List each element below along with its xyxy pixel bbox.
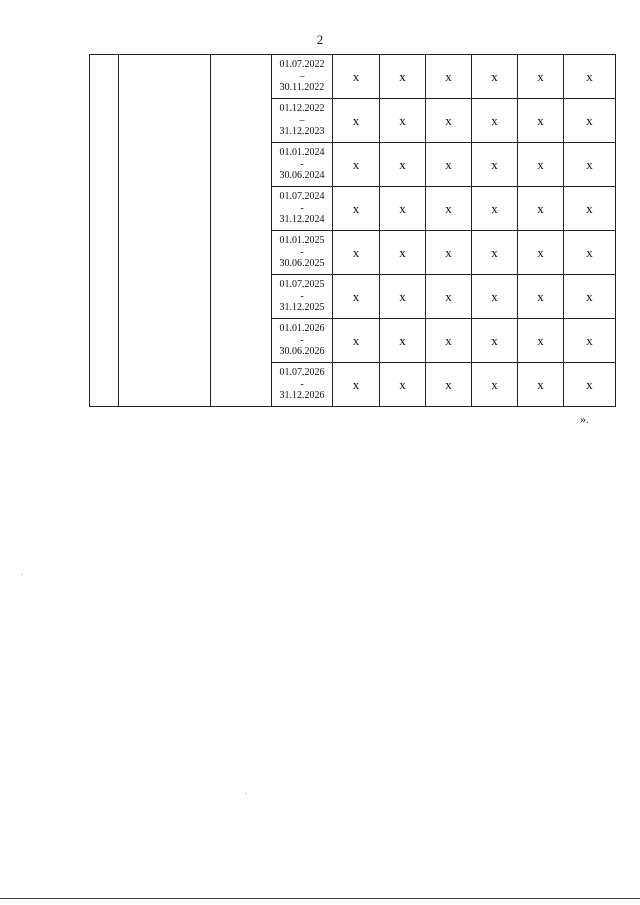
merged-empty-cell [211, 55, 272, 407]
x-mark-cell: x [564, 187, 616, 231]
scan-speck [21, 574, 22, 575]
x-mark-cell: x [426, 275, 472, 319]
x-mark-cell: x [333, 55, 380, 99]
x-mark-cell: x [380, 231, 426, 275]
period-start: 01.12.2022 [279, 103, 325, 115]
period-start: 01.01.2026 [279, 323, 325, 335]
x-mark-cell: x [380, 363, 426, 407]
tariff-table [89, 54, 616, 407]
table-row [90, 55, 616, 99]
period-cell [272, 187, 333, 231]
period-end: 30.06.2024 [279, 170, 325, 182]
x-mark-cell: x [518, 99, 564, 143]
period-start: 01.01.2025 [279, 235, 325, 247]
period-cell [272, 319, 333, 363]
period-cell [272, 143, 333, 187]
footer-rule [0, 898, 640, 899]
period-end: 30.11.2022 [279, 82, 325, 94]
x-mark-cell: x [564, 55, 616, 99]
x-mark-cell: x [426, 231, 472, 275]
period-end: 30.06.2026 [279, 346, 325, 358]
period-cell [272, 231, 333, 275]
x-mark-cell: x [333, 187, 380, 231]
x-mark-cell: x [426, 319, 472, 363]
x-mark-cell: x [518, 275, 564, 319]
x-mark-cell: x [564, 143, 616, 187]
period-cell [272, 99, 333, 143]
period-end: 31.12.2024 [279, 214, 325, 226]
period-start: 01.07.2022 [279, 59, 325, 71]
x-mark-cell: x [426, 55, 472, 99]
x-mark-cell: x [518, 55, 564, 99]
x-mark-cell: x [518, 143, 564, 187]
x-mark-cell: x [518, 231, 564, 275]
x-mark-cell: x [333, 231, 380, 275]
x-mark-cell: x [564, 99, 616, 143]
merged-empty-cell [119, 55, 211, 407]
period-start: 01.07.2024 [279, 191, 325, 203]
x-mark-cell: x [380, 319, 426, 363]
x-mark-cell: x [426, 99, 472, 143]
x-mark-cell: x [380, 99, 426, 143]
period-separator: - [300, 158, 304, 170]
x-mark-cell: x [472, 231, 518, 275]
period-separator: - [300, 246, 304, 258]
period-cell [272, 363, 333, 407]
x-mark-cell: x [426, 363, 472, 407]
x-mark-cell: x [333, 143, 380, 187]
x-mark-cell: x [564, 363, 616, 407]
x-mark-cell: x [518, 319, 564, 363]
x-mark-cell: x [472, 55, 518, 99]
period-separator: – [299, 70, 305, 82]
period-separator: - [300, 290, 304, 302]
x-mark-cell: x [472, 143, 518, 187]
merged-empty-cell [90, 55, 119, 407]
x-mark-cell: x [380, 187, 426, 231]
x-mark-cell: x [472, 363, 518, 407]
x-mark-cell: x [380, 275, 426, 319]
x-mark-cell: x [564, 231, 616, 275]
x-mark-cell: x [380, 143, 426, 187]
x-mark-cell: x [426, 143, 472, 187]
x-mark-cell: x [472, 275, 518, 319]
x-mark-cell: x [564, 319, 616, 363]
period-end: 31.12.2026 [279, 390, 325, 402]
scan-speck [245, 793, 246, 794]
period-end: 30.06.2025 [279, 258, 325, 270]
x-mark-cell: x [472, 99, 518, 143]
period-separator: - [300, 334, 304, 346]
x-mark-cell: x [518, 187, 564, 231]
x-mark-cell: x [564, 275, 616, 319]
period-separator: - [300, 202, 304, 214]
period-start: 01.07.2025 [279, 279, 325, 291]
period-cell [272, 275, 333, 319]
period-start: 01.07.2026 [279, 367, 325, 379]
x-mark-cell: x [333, 275, 380, 319]
page-number: 2 [316, 32, 324, 47]
period-separator: – [299, 114, 305, 126]
x-mark-cell: x [518, 363, 564, 407]
x-mark-cell: x [333, 363, 380, 407]
x-mark-cell: x [333, 99, 380, 143]
x-mark-cell: x [472, 187, 518, 231]
x-mark-cell: x [380, 55, 426, 99]
x-mark-cell: x [333, 319, 380, 363]
period-cell [272, 55, 333, 99]
period-start: 01.01.2024 [279, 147, 325, 159]
x-mark-cell: x [426, 187, 472, 231]
period-end: 31.12.2025 [279, 302, 325, 314]
period-separator: - [300, 378, 304, 390]
period-end: 31.12.2023 [279, 126, 325, 138]
closing-quote: ». [580, 412, 589, 426]
x-mark-cell: x [472, 319, 518, 363]
